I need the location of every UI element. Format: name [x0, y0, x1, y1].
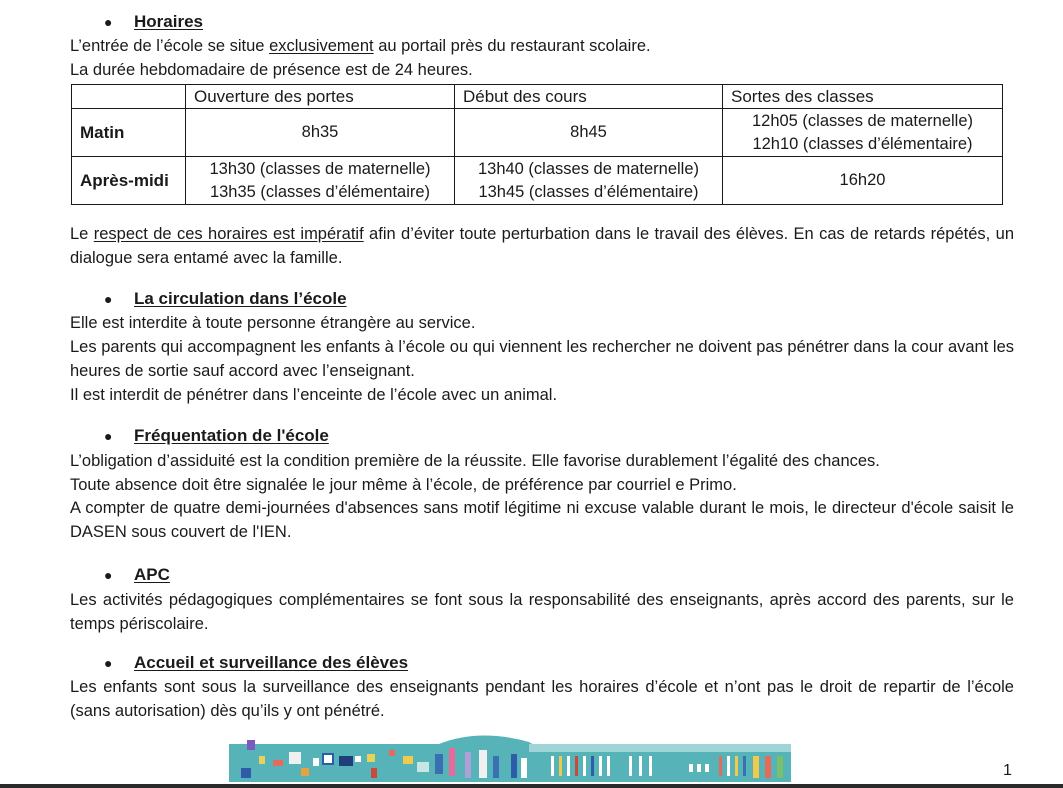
section-title: Accueil et surveillance des élèves: [134, 653, 409, 672]
circulation-paragraph: Les parents qui accompagnent les enfants à l’école ou qui viennent les rechercher ne doivent pas pénétrer dans la cour avant les heures de sortie sauf accord avec l’enseignant.: [70, 338, 1014, 380]
table-row: [72, 109, 1003, 157]
underlined-text: respect de ces horaires est impératif: [93, 225, 364, 243]
table-cell: 16h20: [723, 157, 1003, 205]
bullet-icon: ●: [104, 655, 113, 671]
schedule-table: [71, 84, 1003, 205]
table-header: Sortes des classes: [723, 85, 1003, 109]
section-title: Fréquentation de l'école: [134, 426, 329, 445]
frequentation-paragraph: A compter de quatre demi-journées d'absences sans motif légitime ni excuse valable durant le mois, le directeur d'école saisit le DASEN sous couvert de l'IEN.: [70, 499, 1014, 541]
table-cell: 13h30 (classes de maternelle) 13h35 (classes d’élémentaire): [186, 157, 455, 205]
bottom-border: [0, 784, 1063, 788]
circulation-line: Il est interdit de pénétrer dans l’enceinte de l’école avec un animal.: [70, 386, 558, 404]
table-cell: 12h05 (classes de maternelle) 12h10 (classes d’élémentaire): [723, 109, 1003, 157]
row-label: Matin: [72, 109, 186, 157]
page-number: 1: [1003, 762, 1012, 779]
frequentation-line: Toute absence doit être signalée le jour même à l’école, de préférence par courriel e Primo.: [70, 476, 737, 494]
respect-paragraph: Le respect de ces horaires est impératif afin d’éviter toute perturbation dans le travail des élèves. En cas de retards répétés, un dialogue sera entamé avec la famille.: [70, 225, 1014, 267]
bullet-icon: ●: [104, 14, 113, 30]
horaires-line-1: L’entrée de l’école se situe exclusivement au portail près du restaurant scolaire.: [70, 37, 651, 55]
table-row: [72, 157, 1003, 205]
section-title: La circulation dans l’école: [134, 289, 347, 308]
section-title: APC: [134, 565, 170, 584]
table-header: [72, 85, 186, 109]
circulation-line: Elle est interdite à toute personne étrangère au service.: [70, 314, 476, 332]
table-cell: 8h45: [455, 109, 723, 157]
frequentation-line: L’obligation d’assiduité est la condition première de la réussite. Elle favorise durablement l’égalité des chances.: [70, 452, 880, 470]
horaires-line-2: La durée hebdomadaire de présence est de 24 heures.: [70, 61, 473, 79]
table-header: Début des cours: [455, 85, 723, 109]
underlined-text: exclusivement: [269, 37, 374, 55]
bullet-icon: ●: [104, 428, 113, 444]
section-title: Horaires: [134, 12, 203, 31]
apc-paragraph: Les activités pédagogiques complémentaires se font sous la responsabilité des enseignants, après accord des parents, sur le temps périscolaire.: [70, 591, 1014, 633]
school-building-banner: [229, 730, 791, 782]
bullet-icon: ●: [104, 567, 113, 583]
row-label: Après-midi: [72, 157, 186, 205]
table-header-row: [72, 85, 1003, 109]
bullet-icon: ●: [104, 291, 113, 307]
table-cell: 8h35: [186, 109, 455, 157]
table-header: Ouverture des portes: [186, 85, 455, 109]
accueil-paragraph: Les enfants sont sous la surveillance des enseignants pendant les horaires d’école et n’ont pas le droit de repartir de l’école (sans autorisation) dès qu’ils y ont pénétré.: [70, 678, 1014, 720]
table-cell: 13h40 (classes de maternelle) 13h45 (classes d’élémentaire): [455, 157, 723, 205]
